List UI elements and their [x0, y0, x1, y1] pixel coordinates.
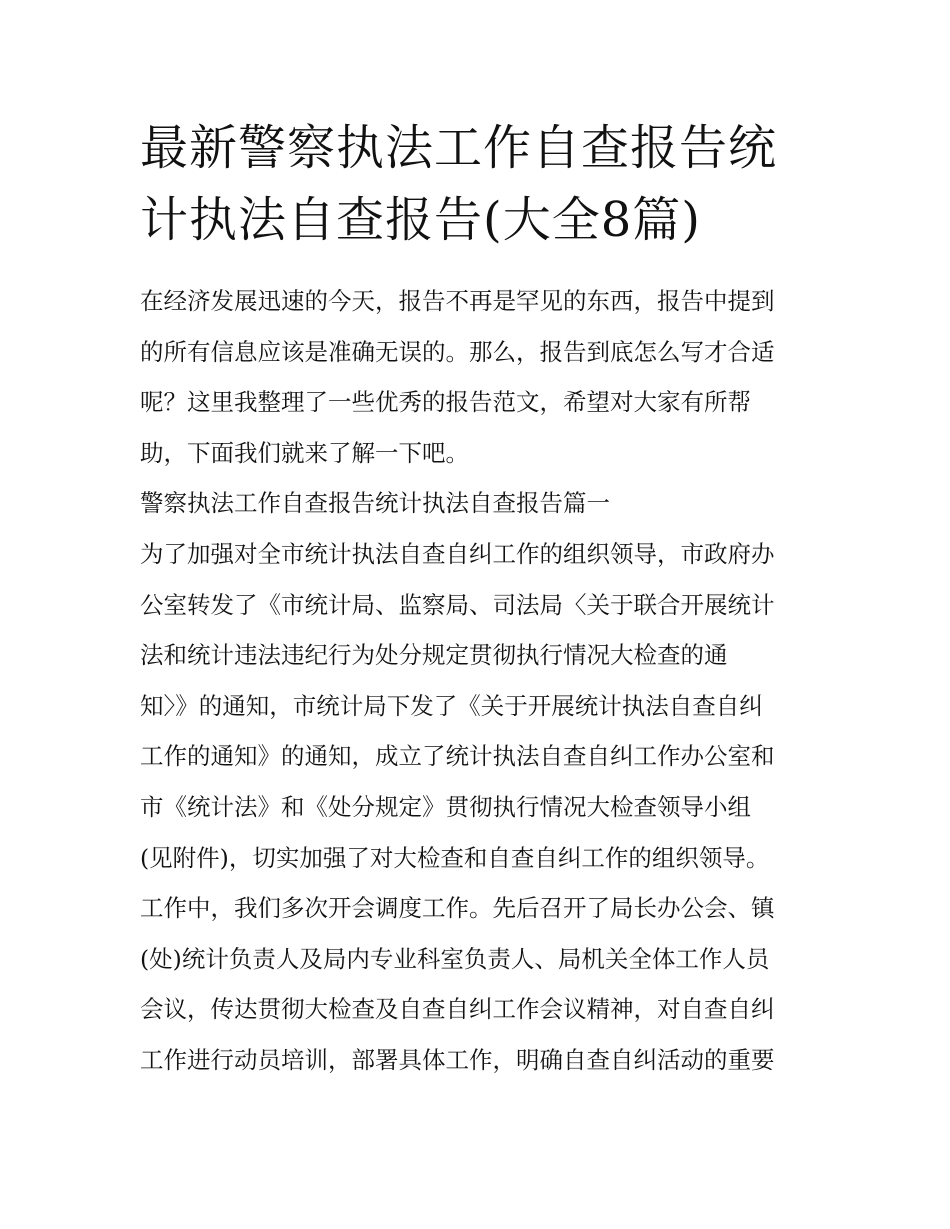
intro-line: 在经济发展迅速的今天，报告不再是罕见的东西，报告中提到 [140, 287, 775, 315]
section-heading: 警察执法工作自查报告统计执法自查报告篇一 [140, 489, 610, 518]
title-line-2: 计执法自查报告(大全8篇) [140, 192, 701, 248]
intro-line: 呢？这里我整理了一些优秀的报告范文，希望对大家有所帮 [140, 388, 751, 417]
paragraph-line: (见附件)，切实加强了对大检查和自查自纠工作的组织领导。 [140, 843, 770, 872]
paragraph-line: 会议，传达贯彻大检查及自查自纠工作会议精神，对自查自纠 [140, 995, 775, 1024]
paragraph-line: 法和统计违法违纪行为处分规定贯彻执行情况大检查的通 [140, 641, 728, 670]
title-line-1: 最新警察执法工作自查报告统 [140, 120, 778, 176]
document-title [140, 112, 820, 256]
document-body [140, 276, 830, 1086]
paragraph-line: (处)统计负责人及局内专业科室负责人、局机关全体工作人员 [140, 944, 770, 973]
paragraph-line: 知〉》的通知，市统计局下发了《关于开展统计执法自查自纠 [140, 691, 763, 720]
paragraph-line: 工作的通知》的通知，成立了统计执法自查自纠工作办公室和 [140, 742, 775, 771]
intro-line: 的所有信息应该是准确无误的。那么，报告到底怎么写才合适 [140, 337, 775, 366]
paragraph-line: 为了加强对全市统计执法自查自纠工作的组织领导，市政府办 [140, 539, 775, 568]
paragraph-line: 工作中，我们多次开会调度工作。先后召开了局长办公会、镇 [140, 894, 775, 923]
intro-line: 助，下面我们就来了解一下吧。 [140, 438, 469, 467]
paragraph-line: 市《统计法》和《处分规定》贯彻执行情况大检查领导小组 [140, 792, 751, 821]
paragraph-line: 工作进行动员培训，部署具体工作，明确自查自纠活动的重要 [140, 1045, 775, 1074]
paragraph-line: 公室转发了《市统计局、监察局、司法局〈关于联合开展统计 [140, 590, 775, 619]
